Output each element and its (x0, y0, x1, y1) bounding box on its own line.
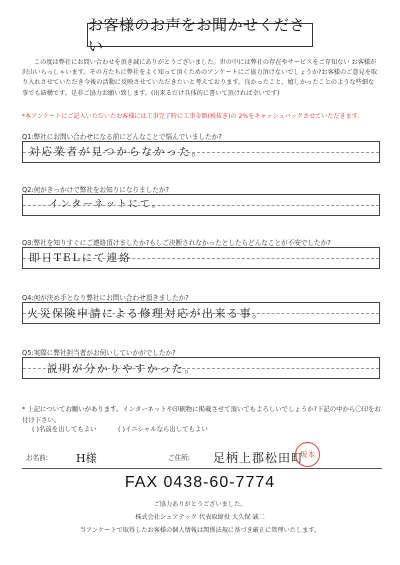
privacy-text: 当アンケートで取得したお客様の個人情報は関係法規に基づき厳正に管理いたします。 (79, 527, 321, 534)
question-4-answer: 火災保険申請による修理対応が出来る事。 (27, 307, 265, 320)
personal-seal-stamp (295, 442, 320, 467)
name-label: お名前: (26, 454, 49, 462)
name-value[interactable]: H様 (76, 452, 97, 465)
question-5-label: Q5:実際に弊社担当者がお伺いしていかがでしたか? (22, 349, 176, 357)
question-5-answer-box[interactable] (22, 357, 380, 379)
question-4-answer-box[interactable] (22, 302, 380, 324)
question-3-label: Q3:弊社を知りすぐにご連絡頂けましたか?もしご決断されなかったとしたらどんなことが不安でしたか? (22, 239, 331, 247)
page-title: お客様のお声をお聞かせください (87, 23, 313, 47)
question-5-answer: 説明が分かりやすかった。 (47, 363, 197, 375)
fax-number: FAX 0438-60-7774 (124, 474, 276, 491)
consent-option-initial[interactable]: ( )イニシャルなら出してもよい (118, 425, 208, 433)
address-label: ご住所: (168, 454, 191, 462)
consent-text: * 上記についてお願いがあります。インターネットや印刷物に掲載させて頂いてもよろしいでしょうか?下記の中から〇印をお付け下さい。 (22, 405, 381, 424)
signature-row (22, 446, 382, 469)
question-2-answer-box[interactable] (22, 194, 380, 216)
address-value[interactable]: 足柄上郡松田町 (213, 451, 305, 465)
question-3-answer-box[interactable] (22, 247, 380, 269)
question-3-answer: 即日TELにて連絡 (29, 252, 132, 264)
company-text: 株式会社シェアテック 代表取締役 大久保 誠二 (135, 514, 265, 521)
question-1-label: Q1:弊社にお問い合わせになる前にどんなことで悩んでいましたか? (22, 133, 222, 141)
consent-option-name[interactable]: ( )名前を出してもよい (32, 425, 97, 433)
question-2-label: Q2:何がきっかけで弊社をお知りになりましたか? (22, 186, 169, 194)
question-1-answer: 対応業者が見つからなかった。 (29, 146, 204, 158)
question-2-answer: インターネットにて。 (49, 199, 163, 210)
cashback-note: *本アンケートにご記入いただいたお客様には工事完了時に工事金額(税抜き)の 2%をキャッシュバックさせていただきます。 (22, 113, 364, 120)
intro-text (22, 58, 380, 99)
thanks-text: ご協力ありがとうございました。 (153, 501, 247, 508)
question-1-answer-box[interactable] (22, 141, 380, 163)
intro-paragraph: この度は弊社にお問い合わせを頂き誠にありがとうございました。世の中には弊社の存在やサービスをご存知ない お客様が沢山いらっしゃいます。その方たちに弊社をよく知って頂くためのアンケートにご協力頂けないでしょうか?お客様のご意見を取り入れさせていただき今後の活動に反映させていただきたいと考えております。良かったこと、嬉しかったことのような些細な事でも結構です。是非ご協力お願い致します。(出来るだけ具体的に書いて頂ければ幸いです) (22, 59, 378, 97)
question-4-label: Q4:何が決め手となり弊社にお問い合わせ頂きましたか? (22, 294, 189, 302)
seal-text: 坂本 (300, 449, 315, 459)
